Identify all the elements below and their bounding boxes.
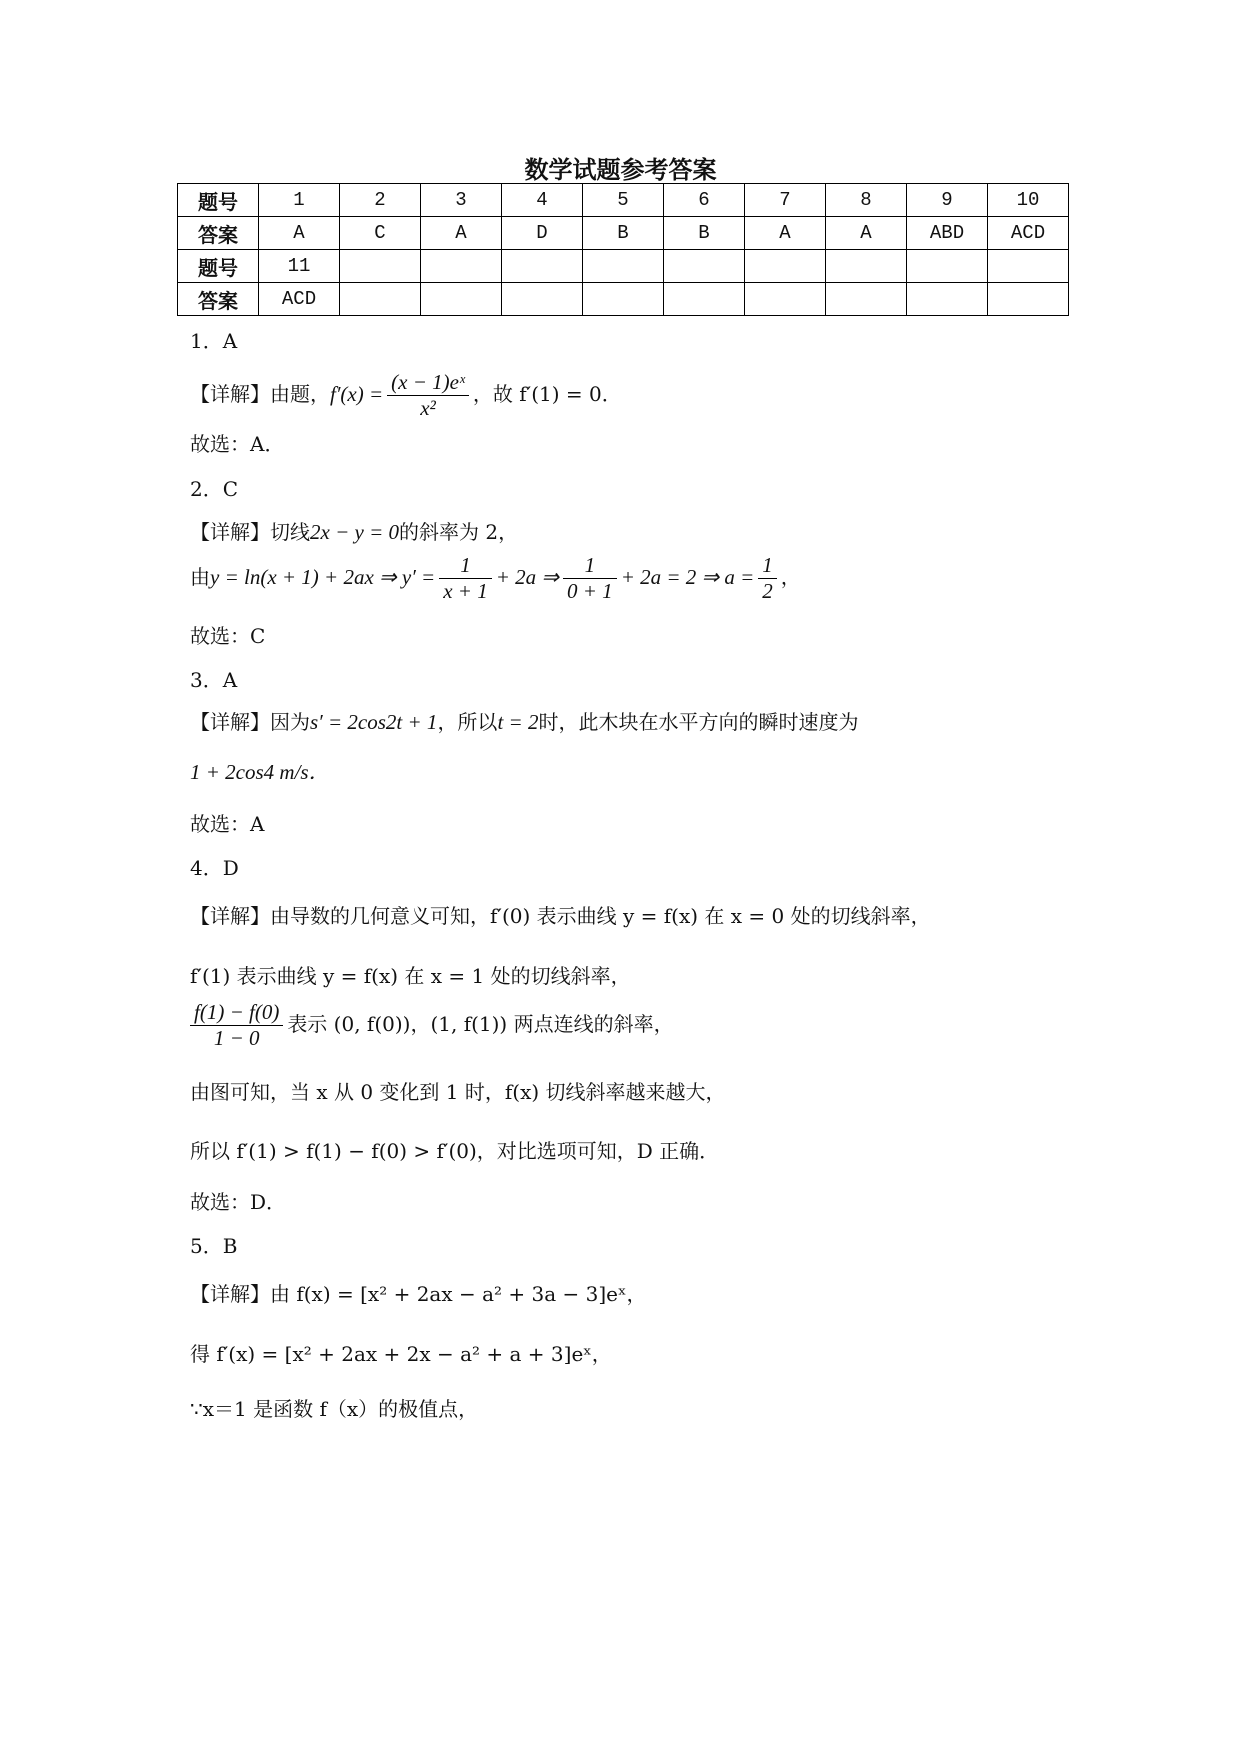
row-header: 答案	[178, 283, 259, 316]
table-cell	[502, 283, 583, 316]
table-cell: 9	[907, 184, 988, 217]
table-cell: C	[340, 217, 421, 250]
table-cell: 6	[664, 184, 745, 217]
answer-table	[177, 183, 1069, 316]
table-cell	[745, 250, 826, 283]
table-cell	[583, 283, 664, 316]
table-cell	[340, 283, 421, 316]
table-cell: 3	[421, 184, 502, 217]
table-cell: 7	[745, 184, 826, 217]
q3-speed: 1 + 2cos4 m/s．	[190, 760, 330, 784]
table-cell	[988, 250, 1069, 283]
table-cell: A	[259, 217, 340, 250]
table-cell: 10	[988, 184, 1069, 217]
table-cell: A	[745, 217, 826, 250]
q4-choose: 故选：D．	[190, 1190, 287, 1214]
table-cell	[907, 283, 988, 316]
q1-detail: 【详解】由题，f′(x) = $\frac{\text{(x − 1)eˣ}}{\text{x²}}$ ，故 f′(1) = 0．	[190, 370, 622, 421]
table-cell	[745, 283, 826, 316]
q5-answer: 5．B	[190, 1234, 238, 1258]
q4-detail-5: 所以 f′(1) > f(1) − f(0) > f′(0)，对比选项可知，D 正确．	[190, 1139, 720, 1163]
table-cell: ACD	[988, 217, 1069, 250]
q4-answer: 4．D	[190, 856, 239, 880]
row-header: 题号	[178, 250, 259, 283]
table-cell: 5	[583, 184, 664, 217]
table-row	[178, 184, 1069, 217]
q1-choose: 故选：A．	[190, 432, 285, 456]
q2-derivation: 由y = ln(x + 1) + 2ax ⇒ y′ = $\frac{1}{x + 1}$ + 2a ⇒ $\frac{1}{0 + 1}$ + 2a = 2 ⇒ a = $\frac{1}{2}$ ，	[190, 553, 801, 604]
table-cell: B	[583, 217, 664, 250]
table-cell: D	[502, 217, 583, 250]
table-cell: ABD	[907, 217, 988, 250]
q4-detail-2: f′(1) 表示曲线 y = f(x) 在 x = 1 处的切线斜率，	[190, 964, 631, 988]
table-cell	[826, 283, 907, 316]
table-cell: 1	[259, 184, 340, 217]
q3-answer: 3．A	[190, 668, 238, 692]
q4-detail-4: 由图可知，当 x 从 0 变化到 1 时，f(x) 切线斜率越来越大，	[190, 1080, 726, 1104]
q3-detail: 【详解】因为s′ = 2cos2t + 1，所以t = 2时，此木块在水平方向的瞬时速度为	[190, 710, 859, 734]
table-cell	[421, 283, 502, 316]
table-cell: 2	[340, 184, 421, 217]
table-row	[178, 250, 1069, 283]
q1-fraction: $\frac{\text{(x − 1)eˣ}}{\text{x²}}$	[387, 370, 469, 421]
page-title: 数学试题参考答案	[524, 156, 717, 184]
table-cell: ACD	[259, 283, 340, 316]
table-cell	[421, 250, 502, 283]
q2-answer: 2．C	[190, 477, 239, 501]
q2-detail: 【详解】切线2x − y = 0的斜率为 2，	[190, 520, 519, 544]
table-cell: 8	[826, 184, 907, 217]
table-cell: B	[664, 217, 745, 250]
table-cell	[664, 283, 745, 316]
table-cell: 4	[502, 184, 583, 217]
table-cell: A	[826, 217, 907, 250]
table-cell	[907, 250, 988, 283]
q5-detail-2: 得 f′(x) = [x² + 2ax + 2x − a² + a + 3]eˣ，	[190, 1342, 612, 1366]
table-cell	[583, 250, 664, 283]
table-cell	[988, 283, 1069, 316]
table-row	[178, 283, 1069, 316]
q5-detail-3: ∵x＝1 是函数 f（x）的极值点，	[190, 1397, 479, 1421]
q3-choose: 故选：A	[190, 812, 265, 836]
table-cell	[664, 250, 745, 283]
q5-detail-1: 【详解】由 f(x) = [x² + 2ax − a² + 3a − 3]eˣ，	[190, 1282, 647, 1306]
row-header: 答案	[178, 217, 259, 250]
table-cell	[502, 250, 583, 283]
table-row	[178, 217, 1069, 250]
table-cell: A	[421, 217, 502, 250]
q4-detail-1: 【详解】由导数的几何意义可知，f′(0) 表示曲线 y = f(x) 在 x = 0 处的切线斜率，	[190, 904, 931, 928]
q2-choose: 故选：C	[190, 624, 266, 648]
table-cell: 11	[259, 250, 340, 283]
row-header: 题号	[178, 184, 259, 217]
table-cell	[340, 250, 421, 283]
q4-detail-3: $\frac{f(1) - f(0)}{1 - 0}$ 表示 (0, f(0))，(1, f(1)) 两点连线的斜率，	[190, 1000, 674, 1051]
q1-answer: 1．A	[190, 329, 238, 353]
table-cell	[826, 250, 907, 283]
